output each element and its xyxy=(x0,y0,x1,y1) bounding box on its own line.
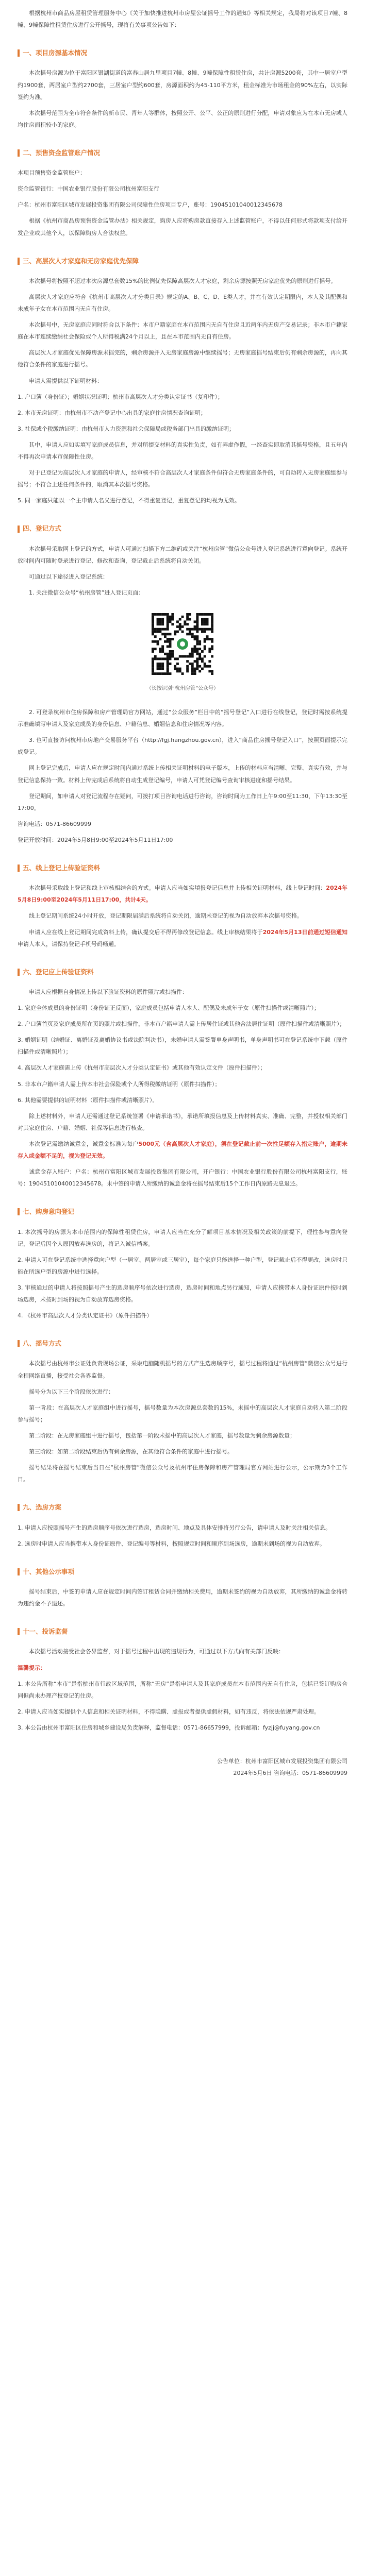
section-6-paragraph: 除上述材料外，申请人还需通过登记系统签署《申请承诺书》，承诺所填报信息及上传材料真实、准确、完整，并授权相关部门对其家庭住房、户籍、婚姻、社保等信息进行核查。 xyxy=(18,1112,347,1131)
section-11-title: 十一、投诉监督 xyxy=(23,1628,68,1636)
section-3-paragraph: 其中，申请人应如实填写家庭成员信息，并对所提交材料的真实性负责，如有弄虚作假，一经查实即取消其摇号资格，且五年内不得再次申请本市保障性住房。 xyxy=(18,441,347,460)
heading-bar-icon xyxy=(18,1208,20,1215)
list-item: 6. 其他需要提供的证明材料（原件扫描件或清晰照片）。 xyxy=(18,1096,158,1104)
list-item: 4. 《杭州市高层次人才分类认定证书》（原件扫描件） xyxy=(18,1312,153,1319)
section-3-paragraph: 本次摇号中，无房家庭应同时符合以下条件：本市户籍家庭在本市范围内无自有住房且近两年内无房产交易记录；非本市户籍家庭在本市连续缴纳社会保险或个人所得税满24个月以上，且在本市范围内无自有住房。 xyxy=(18,321,347,341)
section-3-title: 三、高层次人才家庭和无房家庭优先保障 xyxy=(23,257,139,265)
list-item: 2. 户口簿首页及家庭成员所在页的照片或扫描件，非本市户籍申请人需上传居住证或其他合法居住证明（原件扫描件或清晰照片）； xyxy=(18,1021,345,1028)
section-4-paragraph: 2. 可登录杭州市住房保障和房产管理局官方网站，通过“公众服务”栏目中的“摇号登记”入口进行在线登记，登记时需按系统提示准确填写申请人及家庭成员的身份信息、户籍信息、婚姻信息和住房情况等内容。 xyxy=(18,709,347,728)
section-6-paragraph xyxy=(18,1138,347,1162)
qr-code-icon[interactable] xyxy=(152,613,213,675)
section-9-title: 九、选房方案 xyxy=(23,1503,62,1512)
section-8-heading xyxy=(18,1337,347,1350)
highlight-text: 2024年5月13日前通过短信通知 xyxy=(262,928,348,936)
list-item: 1. 申请人应按照摇号产生的选房顺序号依次进行选房，选房时间、地点及具体安排将另行公告，请申请人及时关注相关信息。 xyxy=(18,1524,331,1531)
section-5-paragraph xyxy=(18,926,347,950)
heading-bar-icon xyxy=(18,865,20,872)
list-item: 5. 非本市户籍申请人需上传本市社会保险或个人所得税缴纳证明（原件扫描件）； xyxy=(18,1080,221,1088)
section-5-heading xyxy=(18,861,347,875)
list-item: 3. 婚姻证明（结婚证、离婚证及离婚协议书或法院判决书），未婚申请人需签署单身声明书，单身声明书可在登记系统中下载（原件扫描件或清晰照片）； xyxy=(18,1037,347,1056)
list-item: 3. 社保或个税缴纳证明：由杭州市人力资源和社会保障局或税务部门出具的缴纳证明； xyxy=(18,425,235,432)
section-10-heading xyxy=(18,1565,347,1579)
heading-bar-icon xyxy=(18,1340,20,1347)
section-7-title: 七、购房意向登记 xyxy=(23,1208,75,1216)
section-4-paragraph: 网上登记完成后，申请人应在规定时间内通过系统上传相关证明材料的电子版本，上传的材料应当清晰、完整、真实有效，并与登记信息保持一致。材料上传完成后系统将自动生成登记编号，申请人可凭登记编号查询审核进度和摇号结果。 xyxy=(18,765,347,784)
section-1-paragraph: 本次摇号范围为全市符合条件的新市民、青年人等群体，按照公开、公平、公正的原则进行分配，申请对象应为在本市无房或人均住房面积较小的家庭。 xyxy=(18,109,347,128)
section-6-heading xyxy=(18,965,347,979)
list-item: 2. 选房时申请人应当携带本人身份证原件、登记编号等材料，按照规定时间和顺序到场选房，逾期未到场的视为自动放弃。 xyxy=(18,1540,325,1547)
section-5-text: 申请人应在线上登记期间完成资料上传，确认提交后不得再修改登记信息。线上审核结果将于 xyxy=(29,928,263,936)
list-item: 1. 本次摇号的房源为本市范围内的保障性租赁住房，申请人应当在充分了解项目基本情况及相关政策的前提下，理性参与意向登记，登记后因个人原因放弃选房的，将记入诚信档案。 xyxy=(18,1228,347,1247)
section-2-paragraph: 资金监管银行：中国农业银行股份有限公司杭州富阳支行 xyxy=(18,185,159,193)
footer-org: 公告单位：杭州市富阳区城市发展投资集团有限公司 xyxy=(217,1758,347,1765)
section-5-text: 本次摇号采取线上登记和线上审核相结合的方式。申请人应当如实填报登记信息并上传相关证明材料，线上登记时间： xyxy=(29,885,326,892)
qr-code-container xyxy=(18,613,347,679)
list-item: 5. 同一家庭只能以一个主申请人名义进行登记，不得重复登记，重复登记的均视为无效。 xyxy=(18,497,240,504)
section-6-paragraph: 申请人应根据自身情况上传以下验证资料的原件照片或扫描件： xyxy=(29,989,188,995)
section-4-heading xyxy=(18,522,347,535)
section-1-heading xyxy=(18,46,347,60)
section-2-paragraph: 根据《杭州市商品房预售资金监管办法》相关规定，购房人应将购房款直接存入上述监管账户，不得以任何形式将款项支付给开发企业或其他个人，以保障购房人合法权益。 xyxy=(18,217,347,236)
list-item: 4. 高层次人才家庭需上传《杭州市高层次人才分类认定证书》或其他有效认定文件（原件扫描件）； xyxy=(18,1064,266,1072)
section-7-heading xyxy=(18,1205,347,1218)
section-10-title: 十、其他公示事项 xyxy=(23,1567,75,1575)
footer-date: 2024年5月6日 咨询电话：0571-86609999 xyxy=(233,1770,347,1777)
list-item: 1. 家庭全体成员的身份证明（身份证正反面），家庭成员包括申请人本人、配偶及未成年子女（原件扫描件或清晰照片）； xyxy=(18,1005,320,1012)
section-4-paragraph: 1. 关注微信公众号“杭州房管”进入登记页面： xyxy=(29,589,144,596)
section-6-paragraph: 诚意金存入账户：户名：杭州市富阳区城市发展投资集团有限公司，开户银行：中国农业银行股份有限公司杭州富阳支行，账号：19045101040012345678。未中签的申请人所缴纳的诚意金将在摇号结束后15个工作日内原路无息退还。 xyxy=(18,1168,347,1188)
highlight-text: 5000元（含高层次人才家庭），须在登记截止前一次性足额存入指定账户，逾期未存入或金额不足的，视为登记无效。 xyxy=(18,1140,347,1160)
list-item: 2. 申请人应当如实提供个人信息和相关证明材料，不得隐瞒、虚报或者提供虚假材料，如有违反，将依法依规严肃处理。 xyxy=(18,1708,320,1715)
heading-bar-icon xyxy=(18,1568,20,1575)
section-4-paragraph: 可通过以下途径进入登记系统： xyxy=(29,573,108,580)
section-2-paragraph: 本项目预售资金监管账户： xyxy=(18,170,86,177)
section-4-paragraph: 本次摇号采取网上登记的方式，申请人可通过扫描下方二维码或关注“杭州房管”微信公众号进入登记系统进行意向登记。系统开放时间内可随时登录进行登记、修改和查询，登记截止后系统将自动关闭。 xyxy=(18,545,347,564)
section-3-paragraph: 高层次人才家庭优先保障房源未摇完的，剩余房源并入无房家庭房源中继续摇号；无房家庭摇号结束后仍有剩余房源的，再向其他符合条件的家庭进行摇号。 xyxy=(18,349,347,368)
section-8-paragraph: 第三阶段：如第二阶段结束后仍有剩余房源，在其他符合条件的家庭中进行摇号。 xyxy=(29,1448,233,1455)
section-8-paragraph: 摇号结果将在摇号结束后当日在“杭州房管”微信公众号及杭州市住房保障和房产管理局官方网站进行公示，公示期为3个工作日。 xyxy=(18,1464,347,1483)
list-item: 1. 户口簿（身份证）；婚姻状况证明；杭州市高层次人才分类认定证书（复印件）； xyxy=(18,393,223,400)
section-11-heading xyxy=(18,1625,347,1638)
notes-label: 温馨提示： xyxy=(18,1664,46,1671)
list-item: 2. 申请人可在登记系统中选择意向户型（一居室、两居室或三居室），每个家庭只能选择一种户型，登记截止后不得更改，选房时只能在所选户型的房源中进行选择。 xyxy=(18,1256,347,1275)
section-9-heading xyxy=(18,1501,347,1514)
section-4-title: 四、登记方式 xyxy=(23,524,62,533)
section-2-title: 二、预售资金监管账户情况 xyxy=(23,148,101,157)
section-3-paragraph: 申请人需提供以下证明材料： xyxy=(29,377,103,384)
section-5-title: 五、线上登记上传验证资料 xyxy=(23,864,101,872)
section-1-paragraph: 本次摇号房源为位于富阳区银湖街道的富春山居九里项目7幢、8幢、9幢保障性租赁住房，共计房源5200套，其中一居室户型约1900套，两居室户型约2700套，三居室户型约600套，房源面积约为45-110平方米，租金标准为市场租金的90%左右，以实际签约为准。 xyxy=(18,70,347,100)
heading-bar-icon xyxy=(18,1504,20,1511)
heading-bar-icon xyxy=(18,258,20,265)
section-1-title: 一、项目房源基本情况 xyxy=(23,49,88,57)
list-item: 3. 审核通过的申请人将按照摇号产生的选房顺序号依次进行选房，选房时间和地点另行通知，申请人应携带本人身份证原件按时到场选房，未按时到场的视为自动放弃选房资格。 xyxy=(18,1284,347,1303)
section-8-paragraph: 第一阶段：在高层次人才家庭组中进行摇号，摇号数量为本次房源总套数的15%，未摇中的高层次人才家庭自动转入第二阶段参与摇号； xyxy=(18,1404,347,1423)
registration-time: 登记开放时间：2024年5月8日9:00至2024年5月11日17:00 xyxy=(18,836,173,843)
section-3-paragraph: 本次摇号将按照不超过本次房源总套数15%的比例优先保障高层次人才家庭，剩余房源按照无房家庭优先的原则进行摇号。 xyxy=(29,277,337,284)
heading-bar-icon xyxy=(18,526,20,533)
section-6-title: 六、登记应上传验证资料 xyxy=(23,968,94,976)
contact-phone: 咨询电话：0571-86609999 xyxy=(18,820,91,827)
list-item: 2. 本市无房证明：由杭州市不动产登记中心出具的家庭住房情况查询证明； xyxy=(18,409,206,416)
intro-paragraph: 根据杭州市商品房屋租赁管理服务中心《关于加快推进杭州市房屋公证摇号工作的通知》等相关规定，我局将对该项目7幢、8幢、9幢保障性租赁住房进行公开摇号，现将有关事项公告如下： xyxy=(18,10,347,29)
section-8-paragraph: 第二阶段：在无房家庭组中进行摇号，包括第一阶段未摇中的高层次人才家庭，摇号数量为剩余房源数量； xyxy=(29,1432,295,1439)
section-8-paragraph: 本次摇号由杭州市公证处负责现场公证，采取电脑随机摇号的方式产生选房顺序号，摇号过程将通过“杭州房管”微信公众号进行全程网络直播，接受社会各界监督。 xyxy=(18,1360,347,1379)
section-3-heading xyxy=(18,255,347,268)
section-3-paragraph: 对于已登记为高层次人才家庭的申请人，经审核不符合高层次人才家庭条件但符合无房家庭条件的，可自动转入无房家庭组参与摇号；不符合上述任何条件的，取消其本次摇号资格。 xyxy=(18,469,347,488)
section-4-paragraph: 登记期间，如申请人对登记流程存在疑问，可拨打项目咨询电话进行咨询，咨询时间为工作日上午9:00至11:30，下午13:30至17:00。 xyxy=(18,792,347,811)
heading-bar-icon xyxy=(18,49,20,57)
section-4-paragraph: 3. 也可直接访问杭州市房地产交易服务平台（http://fgj.hangzhou.gov.cn），进入“商品住房摇号登记入口”，按照页面提示完成登记。 xyxy=(18,737,347,756)
section-5-paragraph: 线上登记期间系统24小时开放，登记期限届满后系统将自动关闭，逾期未登记的视为自动放弃本次摇号资格。 xyxy=(29,912,303,920)
qr-caption: （长按识别“杭州房管”公众号） xyxy=(146,686,219,692)
section-10-paragraph: 摇号结束后，中签的申请人应在规定时间内签订租赁合同并缴纳相关费用，逾期未签约的视为自动放弃，其所缴纳的诚意金将转为违约金不予退还。 xyxy=(18,1588,347,1607)
section-8-title: 八、摇号方式 xyxy=(23,1340,62,1348)
section-3-paragraph: 高层次人才家庭应符合《杭州市高层次人才分类目录》规定的A、B、C、D、E类人才，并在有效认定期限内，本人及其配偶和未成年子女在本市范围内无自有住房。 xyxy=(18,293,347,313)
list-item: 1. 本公告所称“本市”是指杭州市行政区域范围，所称“无房”是指申请人及其家庭成员在本市范围内无自有住房，包括已签订购房合同但尚未办理产权登记的住房。 xyxy=(18,1680,347,1699)
section-5-paragraph xyxy=(18,882,347,906)
section-5-text: 申请人本人，请保持登记手机号码畅通。 xyxy=(18,940,120,947)
list-item: 3. 本公告由杭州市富阳区住房和城乡建设局负责解释，监督电话：0571-86657999，投诉邮箱：fyzjj@fuyang.gov.cn xyxy=(18,1724,320,1731)
heading-bar-icon xyxy=(18,1628,20,1635)
section-2-paragraph: 户名：杭州市富阳区城市发展投资集团有限公司保障性住房项目专户，账号：19045101040012345678 xyxy=(18,201,283,209)
heading-bar-icon xyxy=(18,149,20,157)
section-11-paragraph: 本次摇号活动接受社会各界监督，对于摇号过程中出现的违规行为，可通过以下方式向有关部门反映： xyxy=(29,1648,284,1655)
heading-bar-icon xyxy=(18,969,20,976)
section-8-paragraph: 摇号分为以下三个阶段依次进行： xyxy=(29,1388,114,1395)
section-6-text: 本次登记需缴纳诚意金，诚意金标准为每户 xyxy=(29,1140,139,1147)
section-2-heading xyxy=(18,146,347,160)
highlight-text: 2024年5月8日9:00至2024年5月11日17:00，共计4天。 xyxy=(18,885,347,904)
